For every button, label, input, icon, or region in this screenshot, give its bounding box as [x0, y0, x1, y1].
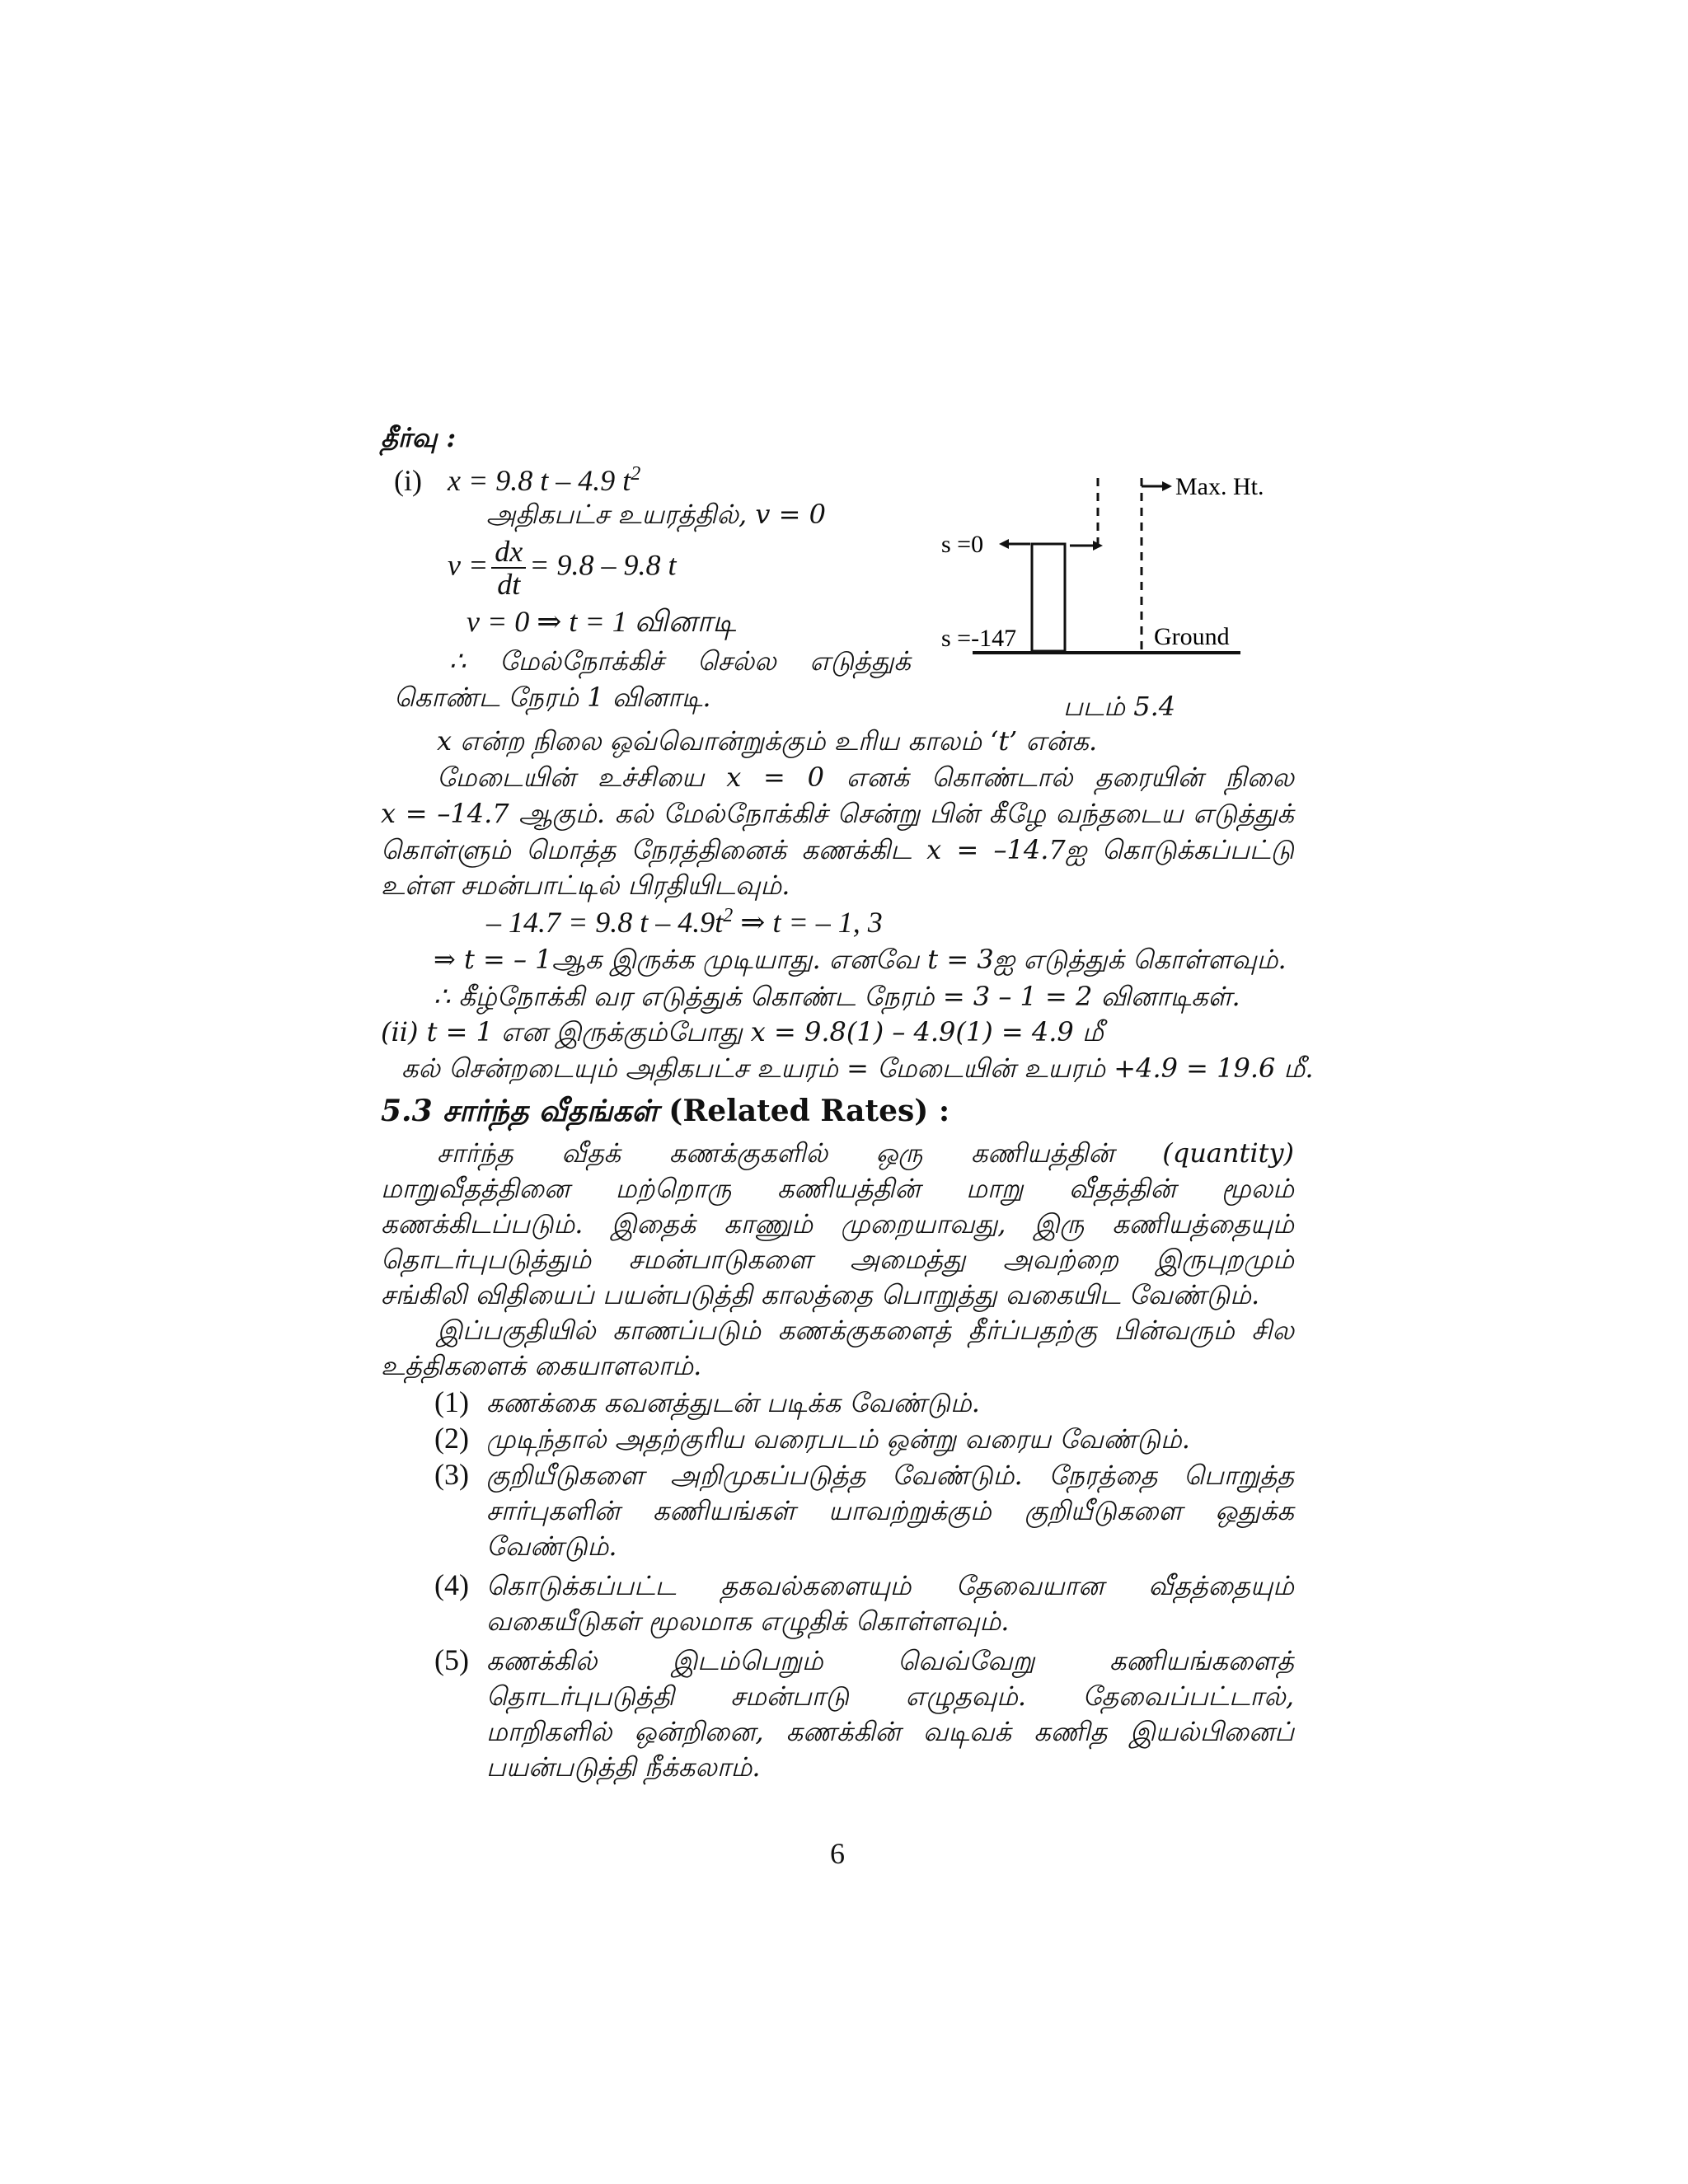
para-line-2: மேடையின் உச்சியை x = 0 எனக் கொண்டால் தரையின் நிலை	[437, 762, 1294, 793]
section-p2-line-1: இப்பகுதியில் காணப்படும் கணக்குகளைத் தீர்ப்பதற்கு பின்வரும் சில	[437, 1315, 1294, 1346]
calc-line-2: ⇒ t = – 1ஆக இருக்க முடியாது. எனவே t = 3ஐ எடுத்துக் கொள்ளவும்.	[434, 944, 1287, 975]
step-line: வகையீடுகள் மூலமாக எழுதிக் கொள்ளவும்.	[486, 1605, 1010, 1637]
section-heading: 5.3 சார்ந்த வீதங்கள் (Related Rates) :	[381, 1094, 950, 1128]
part-ii-line-2: கல் சென்றடையும் அதிகபட்ச உயரம் = மேடையின் உயரம் +4.9 = 19.6 மீ.	[401, 1052, 1314, 1084]
calc-line-3: ∴ கீழ்நோக்கி வர எடுத்துக் கொண்ட நேரம் = 3 – 1 = 2 வினாடிகள்.	[434, 981, 1240, 1012]
step-line: சார்புகளின் கணியங்கள் யாவற்றுக்கும் குறியீடுகளை ஒதுக்க	[486, 1495, 1294, 1526]
para-line-1: x என்ற நிலை ஒவ்வொன்றுக்கும் உரிய காலம் ‘t’ என்க.	[437, 725, 1098, 757]
max-height-condition: அதிகபட்ச உயரத்தில், v = 0	[486, 499, 826, 530]
para-line-4: கொள்ளும் மொத்த நேரத்தினைக் கணக்கிட x = –14.7ஐ கொடுக்கப்பட்டு	[381, 834, 1294, 865]
step-line: மாறிகளில் ஒன்றினை, கணக்கின் வடிவக் கணித இயல்பினைப்	[486, 1716, 1294, 1747]
step-number: (2)	[434, 1422, 469, 1455]
ascent-time-line2: கொண்ட நேரம் 1 வினாடி.	[394, 682, 711, 713]
step-number: (1)	[434, 1385, 469, 1418]
section-p1-line-1: சார்ந்த வீதக் கணக்குகளில் ஒரு கணியத்தின் (quantity)	[437, 1137, 1294, 1169]
page-number: 6	[830, 1837, 845, 1870]
step-line: கணக்கை கவனத்துடன் படிக்க வேண்டும்.	[486, 1387, 980, 1418]
max-ht-label: Max. Ht.	[1175, 473, 1264, 500]
s147-label: s =-147	[941, 625, 1017, 652]
step-line: முடிந்தால் அதற்குரிய வரைபடம் ஒன்று வரைய வேண்டும்.	[486, 1423, 1190, 1455]
s0-label: s =0	[941, 531, 984, 558]
solution-label: தீர்வு :	[381, 422, 457, 453]
step-line: வேண்டும்.	[486, 1530, 617, 1562]
calc-equation: – 14.7 = 9.8 t – $4.9t^2$ ⇒ t = – 1, 3	[486, 905, 883, 939]
step-line: தொடர்புபடுத்தி சமன்பாடு எழுதவும். தேவைப்பட்டால்,	[486, 1680, 1294, 1712]
part-i-marker: (i)	[394, 464, 422, 497]
step-line: குறியீடுகளை அறிமுகப்படுத்த வேண்டும். நேரத்தை பொறுத்த	[486, 1460, 1294, 1491]
eq-position: x = 9.8 t – 4.9 $t^2$	[448, 463, 641, 497]
figure-caption: படம் 5.4	[1063, 691, 1176, 722]
step-number: (5)	[434, 1643, 469, 1676]
ground-label: Ground	[1154, 623, 1230, 650]
step-line: பயன்படுத்தி நீக்கலாம்.	[486, 1751, 761, 1783]
ascent-time-line1: ∴ மேல்நோக்கிச் செல்ல எடுத்துக்	[449, 645, 911, 677]
s0-arrowhead	[999, 539, 1009, 549]
section-p1-line-3: கணக்கிடப்படும். இதைக் காணும் முறையாவது, இரு கணியத்தையும்	[381, 1208, 1294, 1240]
step-number: (3)	[434, 1458, 469, 1491]
para-line-5: உள்ள சமன்பாட்டில் பிரதியிடவும்.	[381, 869, 790, 901]
para-line-3: x = –14.7 ஆகும். கல் மேல்நோக்கிச் சென்று பின் கீழே வந்தடைய எடுத்துக்	[381, 798, 1294, 829]
platform	[1032, 544, 1065, 651]
step-number: (4)	[434, 1568, 469, 1601]
section-p1-line-4: தொடர்புபடுத்தும் சமன்பாடுகளை அமைத்து அவற்றை இருபுறமும்	[381, 1244, 1294, 1275]
step-line: கணக்கில் இடம்பெறும் வெவ்வேறு கணியங்களைத்	[486, 1645, 1294, 1676]
section-p1-line-2: மாறுவீதத்தினை மற்றொரு கணியத்தின் மாறு வீதத்தின் மூலம்	[381, 1173, 1294, 1204]
eq-velocity-zero: v = 0 ⇒ t = 1 வினாடி	[467, 605, 737, 638]
section-p1-line-5: சங்கிலி விதியைப் பயன்படுத்தி காலத்தை பொறுத்து வகையிட வேண்டும்.	[381, 1279, 1260, 1310]
step-line: கொடுக்கப்பட்ட தகவல்களையும் தேவையான வீதத்தையும்	[486, 1570, 1294, 1601]
max-ht-arrowhead	[1162, 481, 1172, 491]
section-p2-line-2: உத்திகளைக் கையாளலாம்.	[381, 1350, 702, 1381]
figure-5-4	[923, 462, 1286, 725]
part-ii-line-1: (ii) t = 1 என இருக்கும்போது x = 9.8(1) – 4.9(1) = 4.9 மீ	[381, 1016, 1104, 1047]
eq-velocity: v = $\frac{dx}{dt}$ = 9.8 – 9.8 t	[448, 535, 677, 601]
